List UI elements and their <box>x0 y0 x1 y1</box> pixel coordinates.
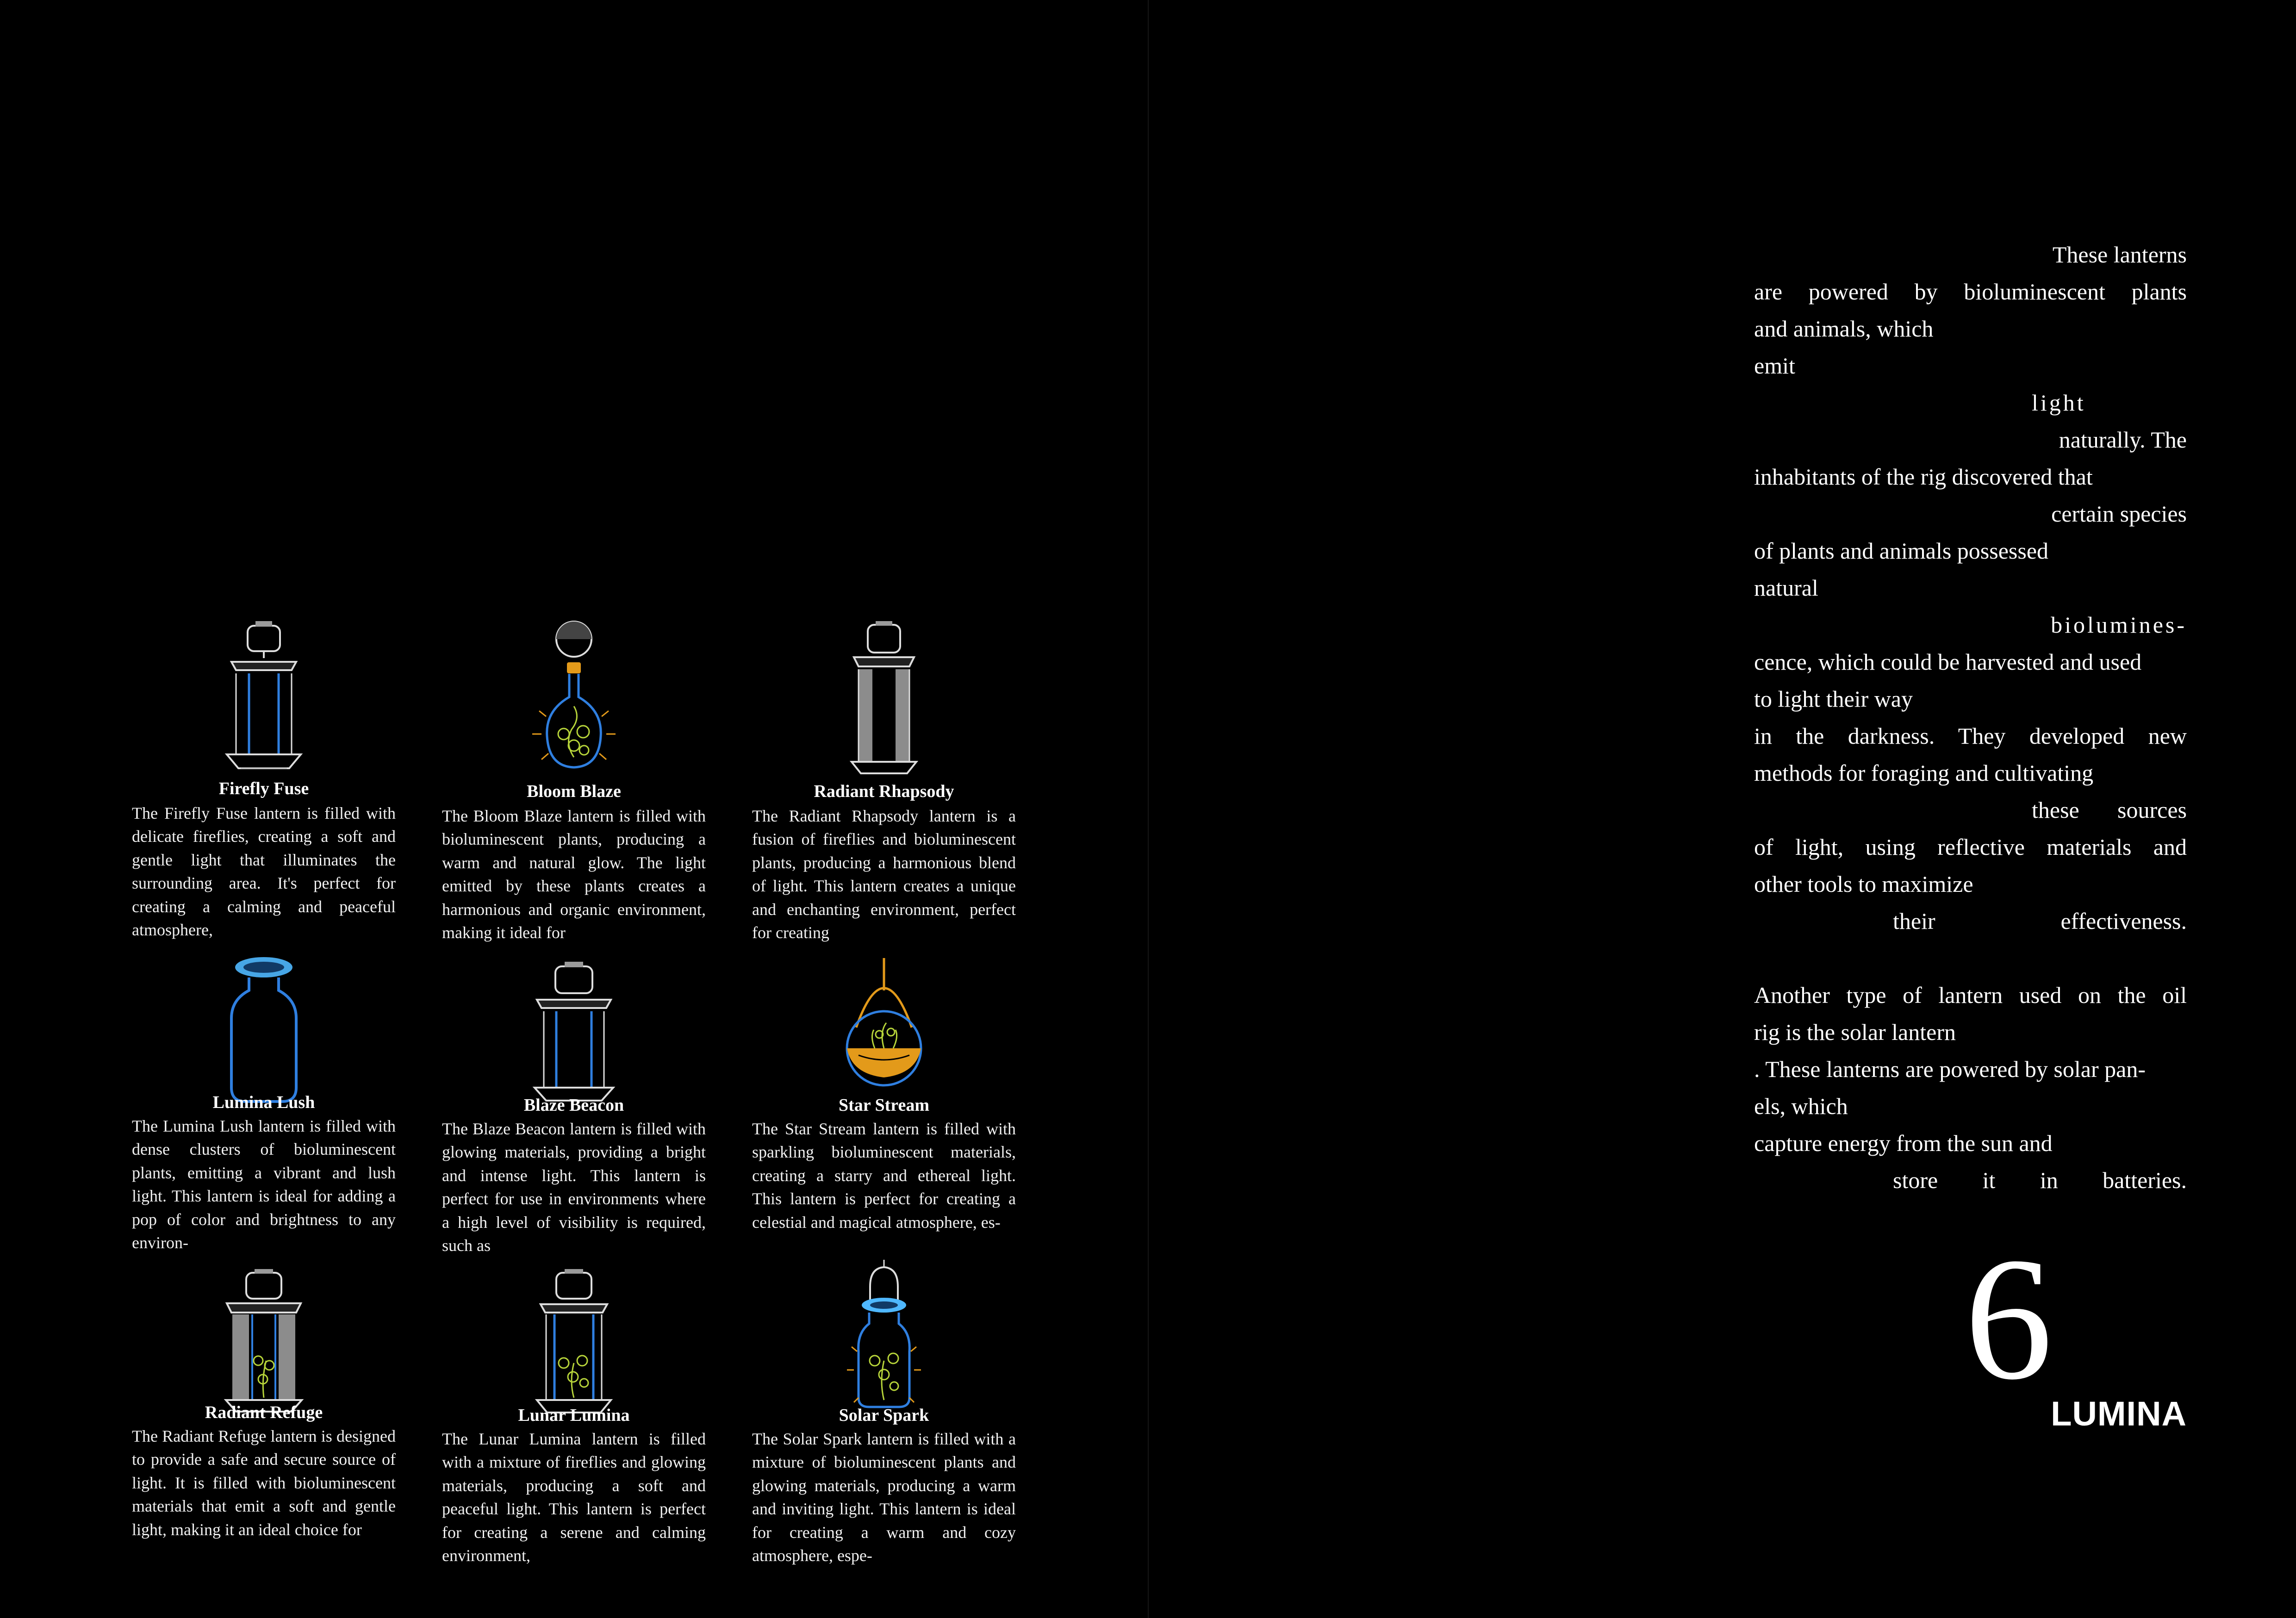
essay-line: biolumines- <box>2051 612 2187 638</box>
lantern-name: Lunar Lumina <box>518 1406 630 1425</box>
lantern-panel-icon <box>815 618 953 785</box>
essay-line: . These lanterns are powered by solar pan- <box>1754 1056 2146 1082</box>
lantern-name: Blaze Beacon <box>523 1095 624 1115</box>
essay-line: These lanterns <box>2052 242 2187 268</box>
essay-line: light <box>2032 390 2086 416</box>
essay-line: their effectiveness. <box>1893 908 2187 934</box>
essay-line: and animals, which <box>1754 316 1934 342</box>
essay-text <box>1754 236 2187 1199</box>
lantern-description: The Radiant Refuge lantern is designed to provide a safe and secure source of light. It is filled with bioluminescent materials that emit a soft and gentle light, making it an ideal choice for <box>132 1427 396 1539</box>
essay-line <box>1754 940 2187 977</box>
essay-line: store it in batteries. <box>1893 1167 2187 1193</box>
lantern-description: The Firefly Fuse lantern is filled with delicate fireflies, creating a soft and gentle light that illuminates the surrounding area. It's perfect for creating a calming and peaceful atmosphere, <box>132 804 396 940</box>
lantern-description: The Solar Spark lantern is filled with a mixture of bioluminescent plants and glowing materials, producing a warm and inviting light. This lantern is ideal for creating a warm and cozy atmosphere, espe- <box>752 1430 1016 1565</box>
essay-line: of plants and animals possessed <box>1754 538 2049 564</box>
essay-line: these sources <box>2032 797 2187 823</box>
lantern-name: Solar Spark <box>839 1406 929 1425</box>
lantern-description: The Lunar Lumina lantern is filled with a mixture of fireflies and glowing materials, producing a soft and peaceful light. This lantern is perfect for creating a serene and calming environment, <box>442 1430 706 1565</box>
lantern-name: Firefly Fuse <box>218 779 309 798</box>
lantern-flask-plant-icon <box>504 618 643 785</box>
lantern-name: Radiant Refuge <box>205 1403 323 1422</box>
essay-line: cence, which could be harvested and used <box>1754 649 2142 675</box>
lantern-name: Star Stream <box>839 1095 929 1115</box>
lantern-description: The Star Stream lantern is filled with sparkling bioluminescent materials, creating a starry and ethereal light. This lantern is perfect for creating a celestial and magical atmosphere, es- <box>752 1120 1016 1232</box>
page-gutter <box>1148 0 1149 1618</box>
essay-line: inhabitants of the rig discovered that <box>1754 464 2093 490</box>
essay-line: to light their way <box>1754 686 1913 712</box>
essay-line: naturally. The <box>2059 427 2187 453</box>
essay-line: emit <box>1754 353 1795 379</box>
lantern-description: The Bloom Blaze lantern is filled with bioluminescent plants, producing a warm and natural glow. The light emitted by these plants creates a harmonious and organic environment, making it ideal for <box>442 807 706 942</box>
lantern-jar-icon <box>194 949 333 1115</box>
essay-line: els, which <box>1754 1093 1848 1119</box>
essay-line: in the darkness. They developed new <box>1754 723 2187 749</box>
essay-line: other tools to maximize <box>1754 871 1973 897</box>
essay-line: natural <box>1754 575 1818 601</box>
lantern-name: Bloom Blaze <box>527 782 621 801</box>
lantern-cage-icon <box>194 616 333 782</box>
lantern-basket-icon <box>815 940 953 1106</box>
lantern-bottle-plant-icon <box>815 1259 953 1425</box>
essay-line: of light, using reflective materials and <box>1754 834 2187 860</box>
chapter-title: LUMINA <box>2051 1394 2187 1433</box>
essay-line: are powered by bioluminescent plants <box>1754 279 2187 305</box>
chapter-number: 6 <box>1965 1221 2053 1416</box>
lantern-name: Lumina Lush <box>212 1093 315 1112</box>
lantern-description: The Blaze Beacon lantern is filled with glowing materials, providing a bright and intense light. This lantern is perfect for use in environments where a high level of visibility is required, such as <box>442 1120 706 1255</box>
lantern-description: The Radiant Rhapsody lantern is a fusion of fireflies and bioluminescent plants, producing a harmonious blend of light. This lantern creates a unique and enchanting environment, perfect for creating <box>752 807 1016 942</box>
lantern-description: The Lumina Lush lantern is filled with dense clusters of bioluminescent plants, emitting a vibrant and lush light. This lantern is ideal for adding a pop of color and brightness to any environ- <box>132 1117 396 1252</box>
essay-line: certain species <box>2051 501 2187 527</box>
essay-line: Another type of lantern used on the oil <box>1754 982 2187 1008</box>
lantern-name: Radiant Rhapsody <box>814 782 954 801</box>
essay-line: capture energy from the sun and <box>1754 1130 2053 1156</box>
essay-line: rig is the solar lantern <box>1754 1019 1956 1045</box>
essay-line: methods for foraging and cultivating <box>1754 760 2094 786</box>
